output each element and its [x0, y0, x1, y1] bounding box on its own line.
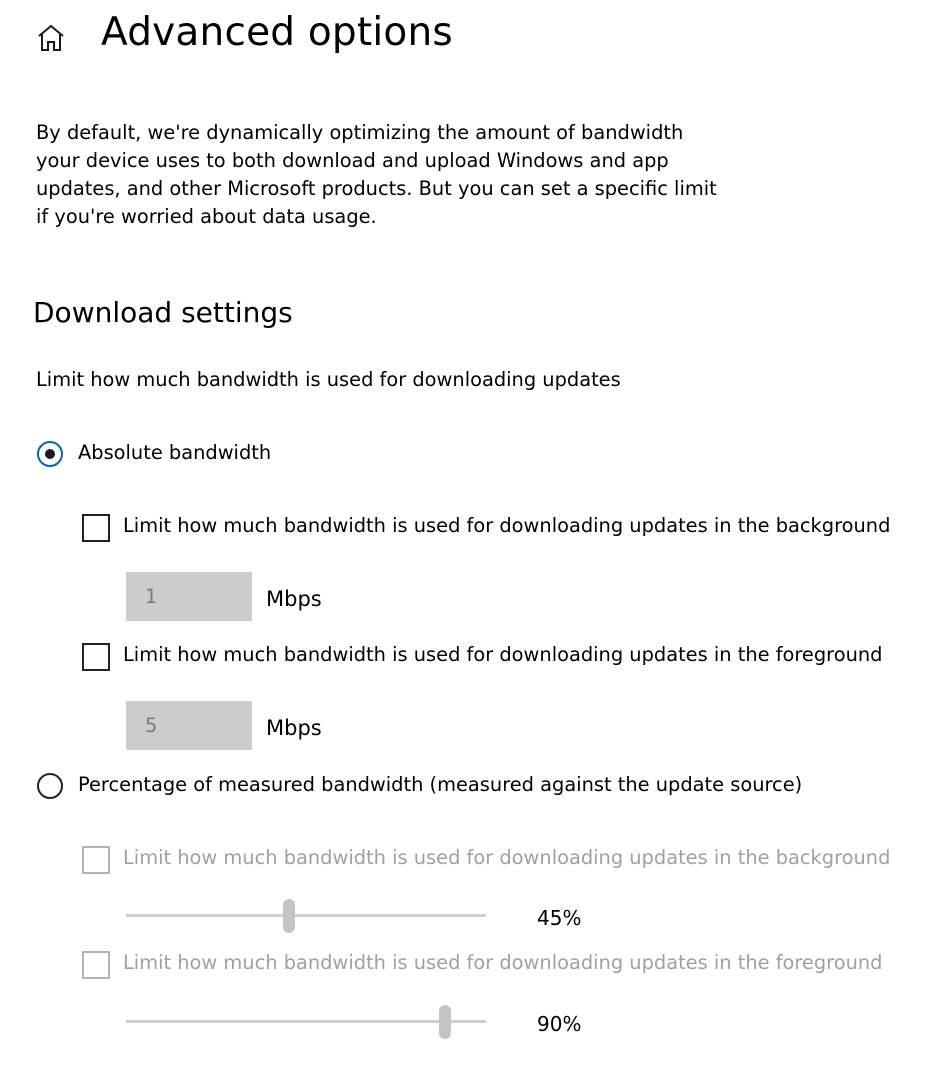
percentage-foreground-slider-thumb[interactable]: [439, 1005, 451, 1039]
percentage-foreground-value: 90%: [537, 1012, 582, 1036]
absolute-background-checkbox[interactable]: [82, 514, 110, 542]
absolute-background-unit: Mbps: [266, 587, 322, 611]
percentage-background-value: 45%: [537, 906, 582, 930]
absolute-foreground-label[interactable]: Limit how much bandwidth is used for downloading updates in the foreground: [123, 643, 883, 666]
home-icon[interactable]: [34, 22, 68, 54]
absolute-background-label[interactable]: Limit how much bandwidth is used for downloading updates in the background: [123, 514, 891, 537]
percentage-background-label[interactable]: Limit how much bandwidth is used for downloading updates in the background: [123, 846, 891, 869]
section-subtitle: Limit how much bandwidth is used for downloading updates: [36, 368, 621, 391]
page-title: Advanced options: [101, 10, 453, 55]
percentage-foreground-slider-track[interactable]: [126, 1020, 486, 1023]
percentage-background-slider-thumb[interactable]: [283, 899, 295, 933]
percentage-foreground-label[interactable]: Limit how much bandwidth is used for downloading updates in the foreground: [123, 951, 883, 974]
percentage-background-checkbox[interactable]: [82, 846, 110, 874]
percentage-bandwidth-radio[interactable]: [37, 773, 63, 799]
section-title-download-settings: Download settings: [33, 296, 293, 329]
absolute-background-mbps-input[interactable]: [126, 572, 252, 621]
absolute-foreground-unit: Mbps: [266, 716, 322, 740]
percentage-bandwidth-label[interactable]: Percentage of measured bandwidth (measured against the update source): [78, 773, 803, 796]
absolute-foreground-mbps-input[interactable]: [126, 701, 252, 750]
intro-description: By default, we're dynamically optimizing the amount of bandwidth your device uses to both download and upload Windows and app updates, and other Microsoft products. But you can set a specific limit if you're worried about data usage.: [36, 121, 717, 228]
absolute-bandwidth-radio[interactable]: [37, 441, 63, 467]
absolute-bandwidth-label[interactable]: Absolute bandwidth: [78, 441, 272, 464]
absolute-foreground-checkbox[interactable]: [82, 643, 110, 671]
percentage-foreground-checkbox[interactable]: [82, 951, 110, 979]
percentage-background-slider-track[interactable]: [126, 914, 486, 917]
